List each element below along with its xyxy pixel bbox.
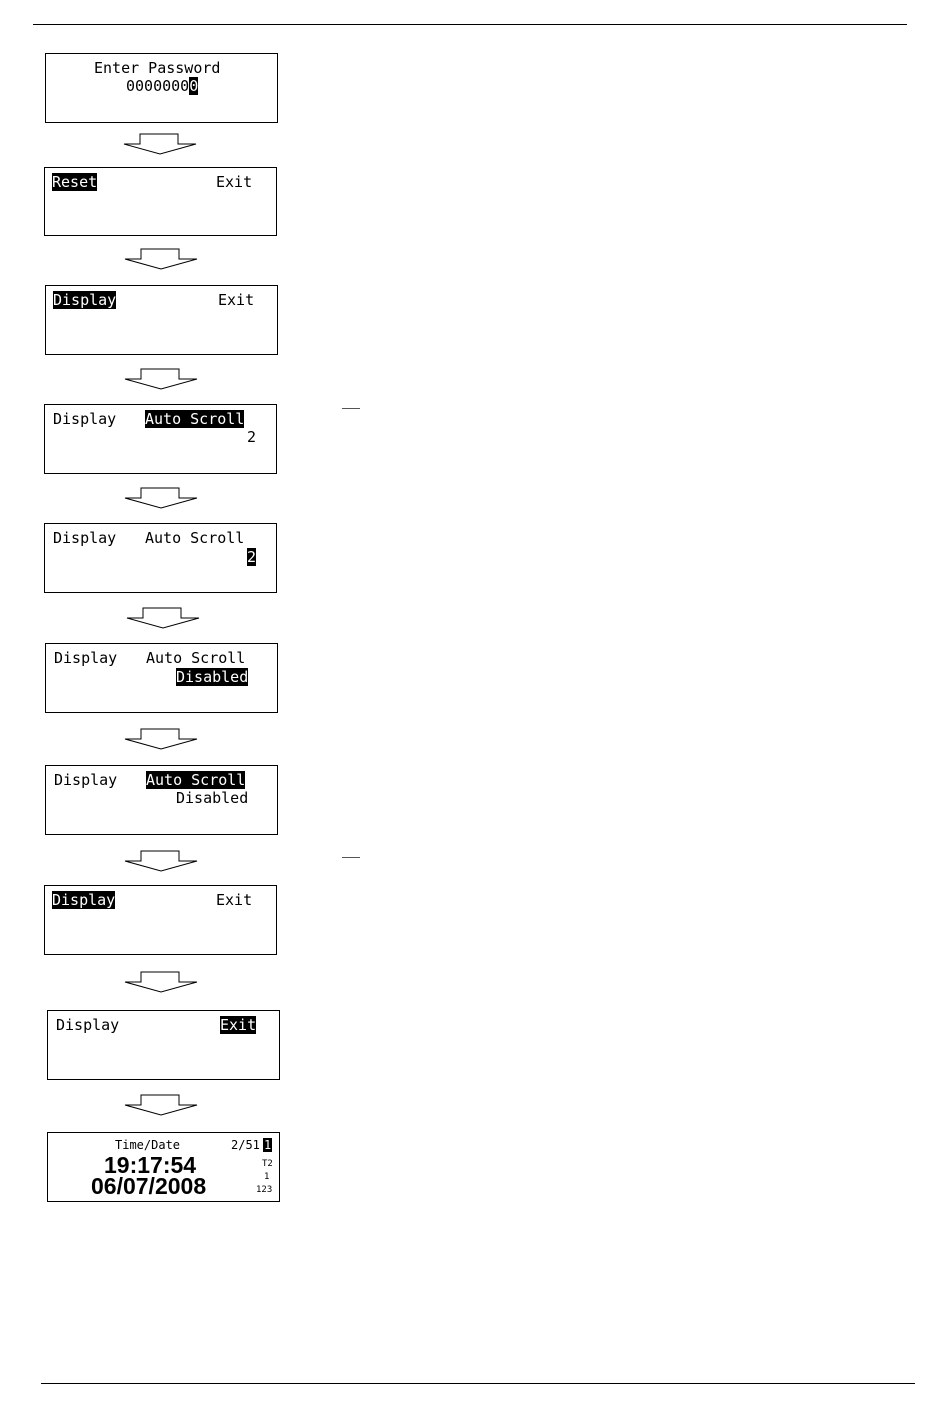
menu-item-auto-scroll[interactable]: Auto Scroll: [146, 771, 246, 789]
time-date-label: Time/Date: [115, 1138, 181, 1152]
menu-item-exit[interactable]: Exit: [220, 1016, 257, 1034]
lcd-screen-auto-scroll-edit: [44, 523, 277, 593]
margin-mark: [342, 408, 360, 409]
menu-item-display[interactable]: Display: [56, 1016, 120, 1034]
menu-item-exit[interactable]: Exit: [218, 291, 255, 309]
menu-item-auto-scroll[interactable]: Auto Scroll: [145, 410, 245, 428]
indicator-2: T2: [262, 1159, 273, 1169]
password-value: 00000000: [126, 77, 199, 95]
page-indicator: 2/51: [231, 1138, 260, 1152]
bottom-rule: [41, 1383, 915, 1384]
password-prompt: Enter Password: [94, 59, 221, 77]
down-arrow-icon: [121, 1093, 201, 1117]
date-value: 06/07/2008: [91, 1173, 207, 1199]
indicator-4: 123: [256, 1185, 273, 1195]
menu-label-auto-scroll: Auto Scroll: [146, 649, 246, 667]
lcd-screen-display-menu-return: [44, 885, 277, 955]
auto-scroll-value: 2: [247, 428, 257, 446]
down-arrow-icon: [121, 367, 201, 391]
menu-label-auto-scroll: Auto Scroll: [145, 529, 245, 547]
lcd-screen-auto-scroll-disabled-edit: [45, 643, 278, 713]
lcd-screen-display-menu: [45, 285, 278, 355]
password-cursor: 0: [189, 77, 199, 95]
menu-label-display: Display: [54, 771, 118, 789]
time-value: 19:17:54: [104, 1152, 197, 1178]
menu-label-display: Display: [53, 529, 117, 547]
menu-item-display[interactable]: Display: [52, 891, 116, 909]
top-rule: [33, 24, 907, 25]
indicator-1: 1: [264, 1138, 272, 1152]
menu-label-display: Display: [53, 410, 117, 428]
down-arrow-icon: [120, 132, 200, 156]
lcd-screen-enter-password: [45, 53, 278, 123]
down-arrow-icon: [121, 970, 201, 994]
lcd-screen-time-date: [47, 1132, 280, 1202]
lcd-screen-auto-scroll-disabled: [45, 765, 278, 835]
down-arrow-icon: [121, 849, 201, 873]
menu-item-reset[interactable]: Reset: [52, 173, 98, 191]
margin-mark: [342, 857, 360, 858]
auto-scroll-value-cursor[interactable]: 2: [247, 548, 257, 566]
auto-scroll-value-selected[interactable]: Disabled: [176, 668, 249, 686]
down-arrow-icon: [123, 606, 203, 630]
lcd-screen-reset-menu: [44, 167, 277, 236]
auto-scroll-value: Disabled: [176, 789, 249, 807]
down-arrow-icon: [121, 727, 201, 751]
menu-item-exit[interactable]: Exit: [216, 173, 253, 191]
lcd-screen-auto-scroll-selected: [44, 404, 277, 474]
menu-label-display: Display: [54, 649, 118, 667]
down-arrow-icon: [121, 247, 201, 271]
menu-item-exit[interactable]: Exit: [216, 891, 253, 909]
indicator-3: 1: [264, 1172, 270, 1182]
lcd-screen-exit-selected: [47, 1010, 280, 1080]
down-arrow-icon: [121, 486, 201, 510]
menu-item-display[interactable]: Display: [53, 291, 117, 309]
